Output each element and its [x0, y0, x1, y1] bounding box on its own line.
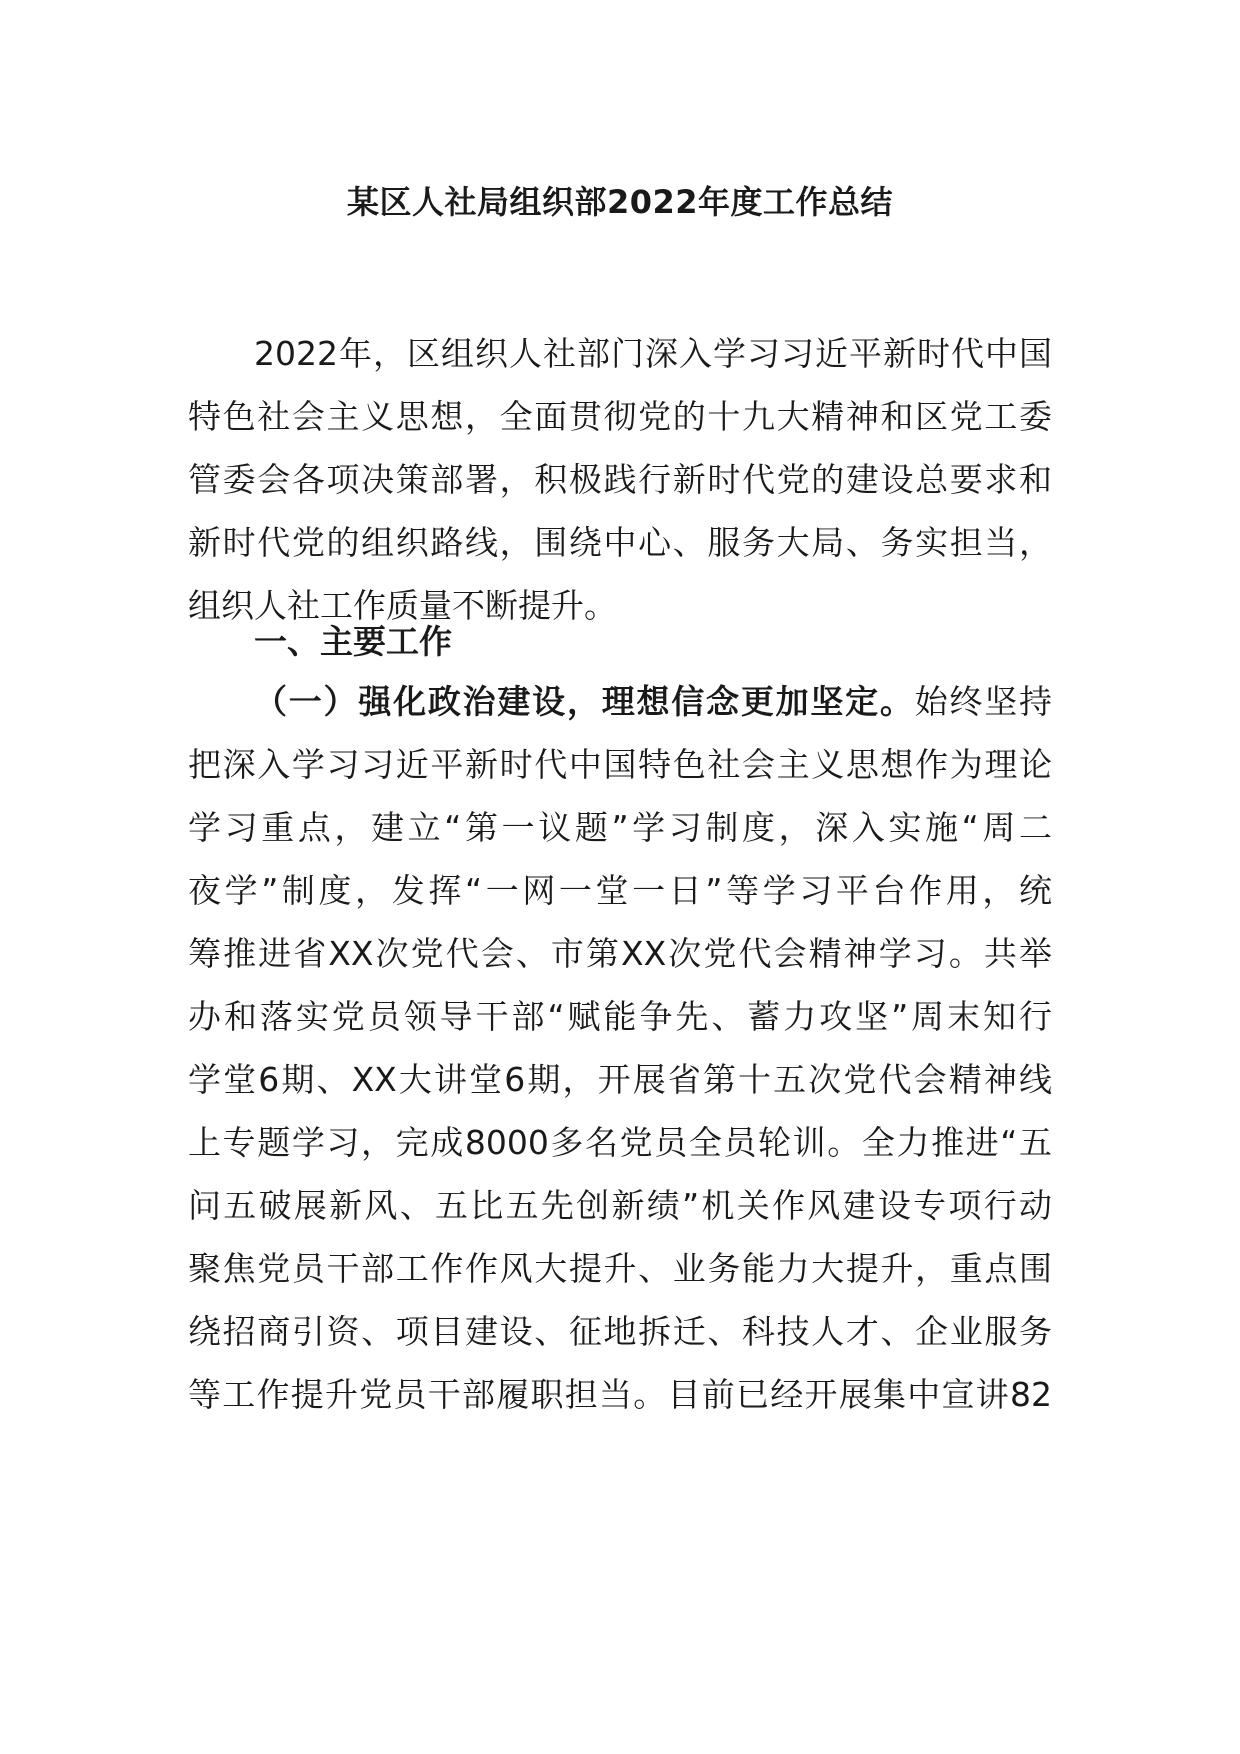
body-line-8: 问五破展新风、五比五先创新绩”机关作风建设专项行动: [188, 1186, 1052, 1225]
intro-paragraph: [188, 322, 1052, 637]
body-line-9: 聚焦党员干部工作作风大提升、业务能力大提升，重点围: [188, 1249, 1052, 1288]
body-line-10: 绕招商引资、项目建设、征地拆迁、科技人才、企业服务: [188, 1312, 1052, 1351]
intro-line-3: 管委会各项决策部署，积极践行新时代党的建设总要求和: [188, 460, 1052, 499]
body-line-2: 学习重点，建立“第一议题”学习制度，深入实施“周二: [188, 808, 1052, 847]
section-heading-block: [188, 610, 1052, 673]
intro-line-4: 新时代党的组织路线，围绕中心、服务大局、务实担当，: [188, 523, 1052, 562]
section-heading: 一、主要工作: [254, 622, 452, 661]
document-title: 某区人社局组织部2022年度工作总结: [346, 183, 894, 221]
body-line-11: 等工作提升党员干部履职担当。目前已经开展集中宣讲82: [188, 1375, 1052, 1414]
body-line-3: 夜学”制度，发挥“一网一堂一日”等学习平台作用，统: [188, 871, 1052, 910]
subsection-heading: （一）强化政治建设，理想信念更加坚定。: [254, 682, 915, 721]
intro-line-2: 特色社会主义思想，全面贯彻党的十九大精神和区党工委: [188, 397, 1052, 436]
subsection-first-line-rest: 始终坚持: [914, 682, 1053, 721]
body-line-6: 学堂6期、XX大讲堂6期，开展省第十五次党代会精神线: [188, 1060, 1052, 1099]
body-line-7: 上专题学习，完成8000多名党员全员轮训。全力推进“五: [188, 1123, 1052, 1162]
body-line-5: 办和落实党员领导干部“赋能争先、蓄力攻坚”周末知行: [188, 997, 1052, 1036]
intro-line-1: 2022年，区组织人社部门深入学习习近平新时代中国: [254, 334, 1052, 373]
body-line-4: 筹推进省XX次党代会、市第XX次党代会精神学习。共举: [188, 934, 1052, 973]
intro-line-5: 组织人社工作质量不断提升。: [188, 586, 617, 625]
body-line-1: 把深入学习习近平新时代中国特色社会主义思想作为理论: [188, 745, 1052, 784]
subsection-first-line: [188, 670, 1052, 733]
subsection-paragraph: [188, 670, 1052, 1426]
